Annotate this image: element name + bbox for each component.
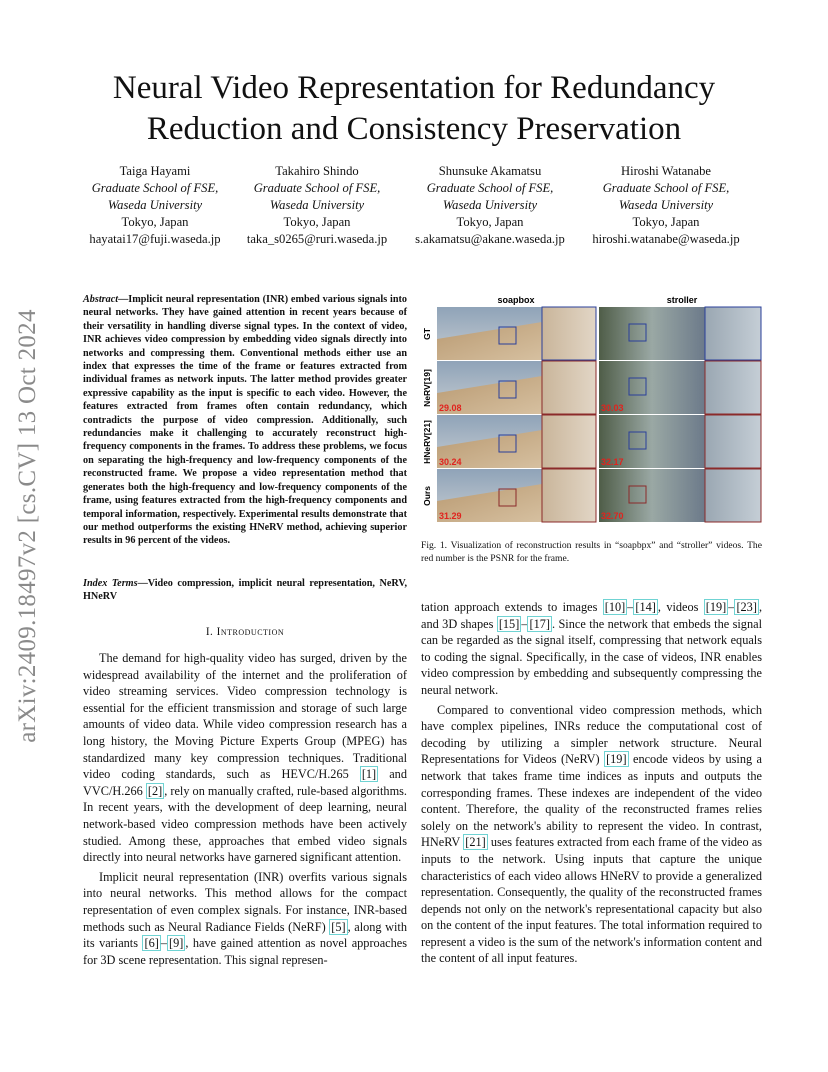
- text-run: The demand for high-quality video has surged, driven by the widespread availability of the internet and the proliferation of video streaming services. Video compression technology is essential for the efficient transmission and storage of such large amounts of video data. While video compression research has a long history, the Moving Picture Experts Group (MPEG) has standardized many key compression techniques. Traditional video coding standards, such as HEVC/H.265: [83, 651, 407, 782]
- citation-link[interactable]: [15]: [498, 616, 520, 631]
- abstract-text: —Implicit neural representation (INR) embed various signals into neural networks. They have gained attention in recent years because of their versatility in handling diverse signal types. In the context of video, INR achieves video compression by embedding video signals directly into networks and compressing them. Conventional methods either use an index that expresses the time of the frame or features extracted from individual frames as network inputs. The latter method provides greater expressive capability as the input is specific to each video. However, the features extracted from frames often contain redundancy, which contradicts the purpose of video compression. Additionally, such redundancies make it challenging to accurately reconstruct high-frequency components in the frames. To address these problems, we focus on separating the high-frequency and low-frequency components of the reconstructed frame. We propose a video representation method that generates both the high-frequency and low-frequency components of the frame, using features extracted from the high-frequency components and temporal information, respectively. Experimental results demonstrate that our method outperforms the existing HNeRV method, achieving superior results in 96 percent of the videos.: [83, 294, 407, 547]
- abstract-label: Abstract: [83, 294, 119, 305]
- citation-link[interactable]: [9]: [168, 936, 184, 951]
- author-affiliation: Graduate School of FSE,: [253, 181, 381, 195]
- section-heading: [83, 626, 407, 638]
- citation-link[interactable]: [17]: [529, 616, 550, 631]
- author-email: hiroshi.watanabe@waseda.jp: [592, 232, 740, 246]
- text-run: , rely on manually crafted, rule-based algorithms. In recent years, with the development of deep learning, neural network-based video compression methods have been actively studied. Among these, approaches that embed video signals directly into neural networks have garnered significant attention.: [83, 783, 407, 865]
- figure-row-hnerv: [437, 415, 761, 468]
- citation-link[interactable]: [1]: [361, 767, 377, 782]
- text-run: tation approach extends to images: [421, 600, 603, 614]
- paragraph: [83, 869, 407, 969]
- citation-link[interactable]: [5]: [331, 919, 346, 934]
- figure-caption: Fig. 1. Visualization of reconstruction results in “soapbpx” and “stroller” videos. The red number is the PSNR for the frame.: [421, 540, 762, 564]
- text-run: Implicit neural representation (INR) overfits various signals into neural networks. This method allows for the compact representation of even complex signals. For instance, INR-based methods such as Neural Radiance Fields (NeRF): [83, 869, 407, 934]
- column-label-soapbox: soapbox: [497, 295, 535, 305]
- citation-link[interactable]: [19]: [705, 600, 727, 614]
- column-label-stroller: stroller: [666, 295, 698, 305]
- text-run: , have gained attention as novel approaches for 3D scene representation. This signal represen-: [83, 936, 408, 967]
- text-run: –: [627, 600, 634, 614]
- text-run: –: [160, 936, 167, 951]
- text-run: , along with its variants: [83, 919, 407, 951]
- paragraph: [83, 650, 407, 866]
- citation-link[interactable]: [14]: [635, 600, 656, 614]
- arxiv-id: arXiv:2409.18497v2 [cs.CV] 13 Oct 2024: [14, 309, 41, 743]
- author-location: Tokyo, Japan: [632, 215, 700, 229]
- citation-link[interactable]: [2]: [147, 783, 163, 798]
- author-affiliation: Graduate School of FSE,: [602, 181, 730, 195]
- citation-link[interactable]: [21]: [465, 835, 486, 850]
- abstract: [83, 293, 407, 548]
- citation-link[interactable]: [19]: [606, 752, 627, 767]
- author-location: Tokyo, Japan: [121, 215, 189, 229]
- paragraph: [421, 702, 762, 968]
- title-line-1: Neural Video Representation for Redundancy: [112, 70, 716, 106]
- author-name: Hiroshi Watanabe: [620, 164, 712, 178]
- row-label-gt: GT: [422, 328, 432, 340]
- psnr-value-stroller-nerv: 30.03: [601, 403, 624, 413]
- author-block: [390, 163, 590, 248]
- citation-link[interactable]: [6]: [144, 936, 159, 951]
- author-email: hayatai17@fuji.waseda.jp: [89, 232, 221, 246]
- intro-column-left: [83, 650, 407, 968]
- author-university: Waseda University: [618, 198, 714, 212]
- author-email: s.akamatsu@akane.waseda.jp: [415, 232, 565, 246]
- psnr-value-stroller-ours: 32.70: [601, 511, 624, 521]
- psnr-value-stroller-hnerv: 32.17: [601, 457, 624, 467]
- figure-row-nerv: [437, 361, 761, 414]
- figure-row-gt: [437, 307, 761, 360]
- index-terms: [83, 577, 407, 604]
- author-affiliation: Graduate School of FSE,: [426, 181, 554, 195]
- psnr-value-soapbox-hnerv: 30.24: [439, 457, 462, 467]
- author-name: Shunsuke Akamatsu: [438, 164, 542, 178]
- author-university: Waseda University: [107, 198, 203, 212]
- author-block: [217, 163, 417, 248]
- citation-link[interactable]: [10]: [604, 600, 626, 614]
- arxiv-watermark: [8, 292, 48, 760]
- text-run: , and 3D shapes: [421, 600, 763, 631]
- row-label-nerv: NeRV[19]: [422, 369, 432, 407]
- author-affiliation: Graduate School of FSE,: [91, 181, 219, 195]
- text-run: uses features extracted from each frame of the video as inputs to the network. Using inputs that capture the unique characteristics of each video allows HNeRV to provide a generalized representation. Consequently, the quality of the reconstructed frames depends not only on the network's representational capacity but also on the content of the input features. The total information required to represent a video is the sum of the network's information content and the content of all input features.: [421, 835, 762, 966]
- intro-column-right: [421, 599, 762, 967]
- author-university: Waseda University: [269, 198, 365, 212]
- row-label-ours: Ours: [422, 486, 432, 506]
- author-name: Takahiro Shindo: [275, 164, 359, 178]
- index-terms-text: —Video compression, implicit neural representation, NeRV, HNeRV: [83, 578, 407, 603]
- text-run: –: [728, 600, 735, 614]
- index-terms-label: Index Terms: [83, 578, 138, 589]
- title-line-2: Reduction and Consistency Preservation: [146, 111, 682, 147]
- text-run: , videos: [657, 600, 704, 614]
- psnr-value-soapbox-nerv: 29.08: [439, 403, 462, 413]
- figure-reconstruction-grid: [421, 294, 762, 526]
- text-run: Compared to conventional video compression methods, which have complex pipelines, INRs reduce the computational cost of decoding by utilizing a simpler network structure. Neural Representations for Videos (NeRV): [421, 702, 762, 767]
- author-block: [566, 163, 766, 248]
- citation-link[interactable]: [23]: [736, 600, 757, 614]
- psnr-value-soapbox-ours: 31.29: [439, 511, 462, 521]
- text-run: encode videos by using a network that takes frame time indices as inputs and outputs the corresponding frames. These indexes are independent of the video content. Therefore, the quality of the reconstructed frames relies solely on the network's ability to represent the video. In contrast, HNeRV: [421, 752, 762, 850]
- text-run: and VVC/H.266: [83, 767, 407, 798]
- author-location: Tokyo, Japan: [456, 215, 524, 229]
- paragraph: [421, 599, 762, 699]
- figure-row-ours: [437, 469, 761, 522]
- author-university: Waseda University: [442, 198, 538, 212]
- author-name: Taiga Hayami: [119, 164, 191, 178]
- author-location: Tokyo, Japan: [283, 215, 351, 229]
- author-email: taka_s0265@ruri.waseda.jp: [246, 232, 388, 246]
- row-label-hnerv: HNeRV[21]: [422, 420, 432, 464]
- section-title: I. Introduction: [205, 626, 285, 638]
- text-run: . Since the network that embeds the signal can be regarded as the signal itself, compressing that network equals to coding the signal. Specifically, in the case of videos, INR enables video compression by embedding and subsequently compressing the neural network.: [421, 616, 762, 697]
- paper-title: [0, 68, 828, 150]
- text-run: –: [521, 616, 528, 631]
